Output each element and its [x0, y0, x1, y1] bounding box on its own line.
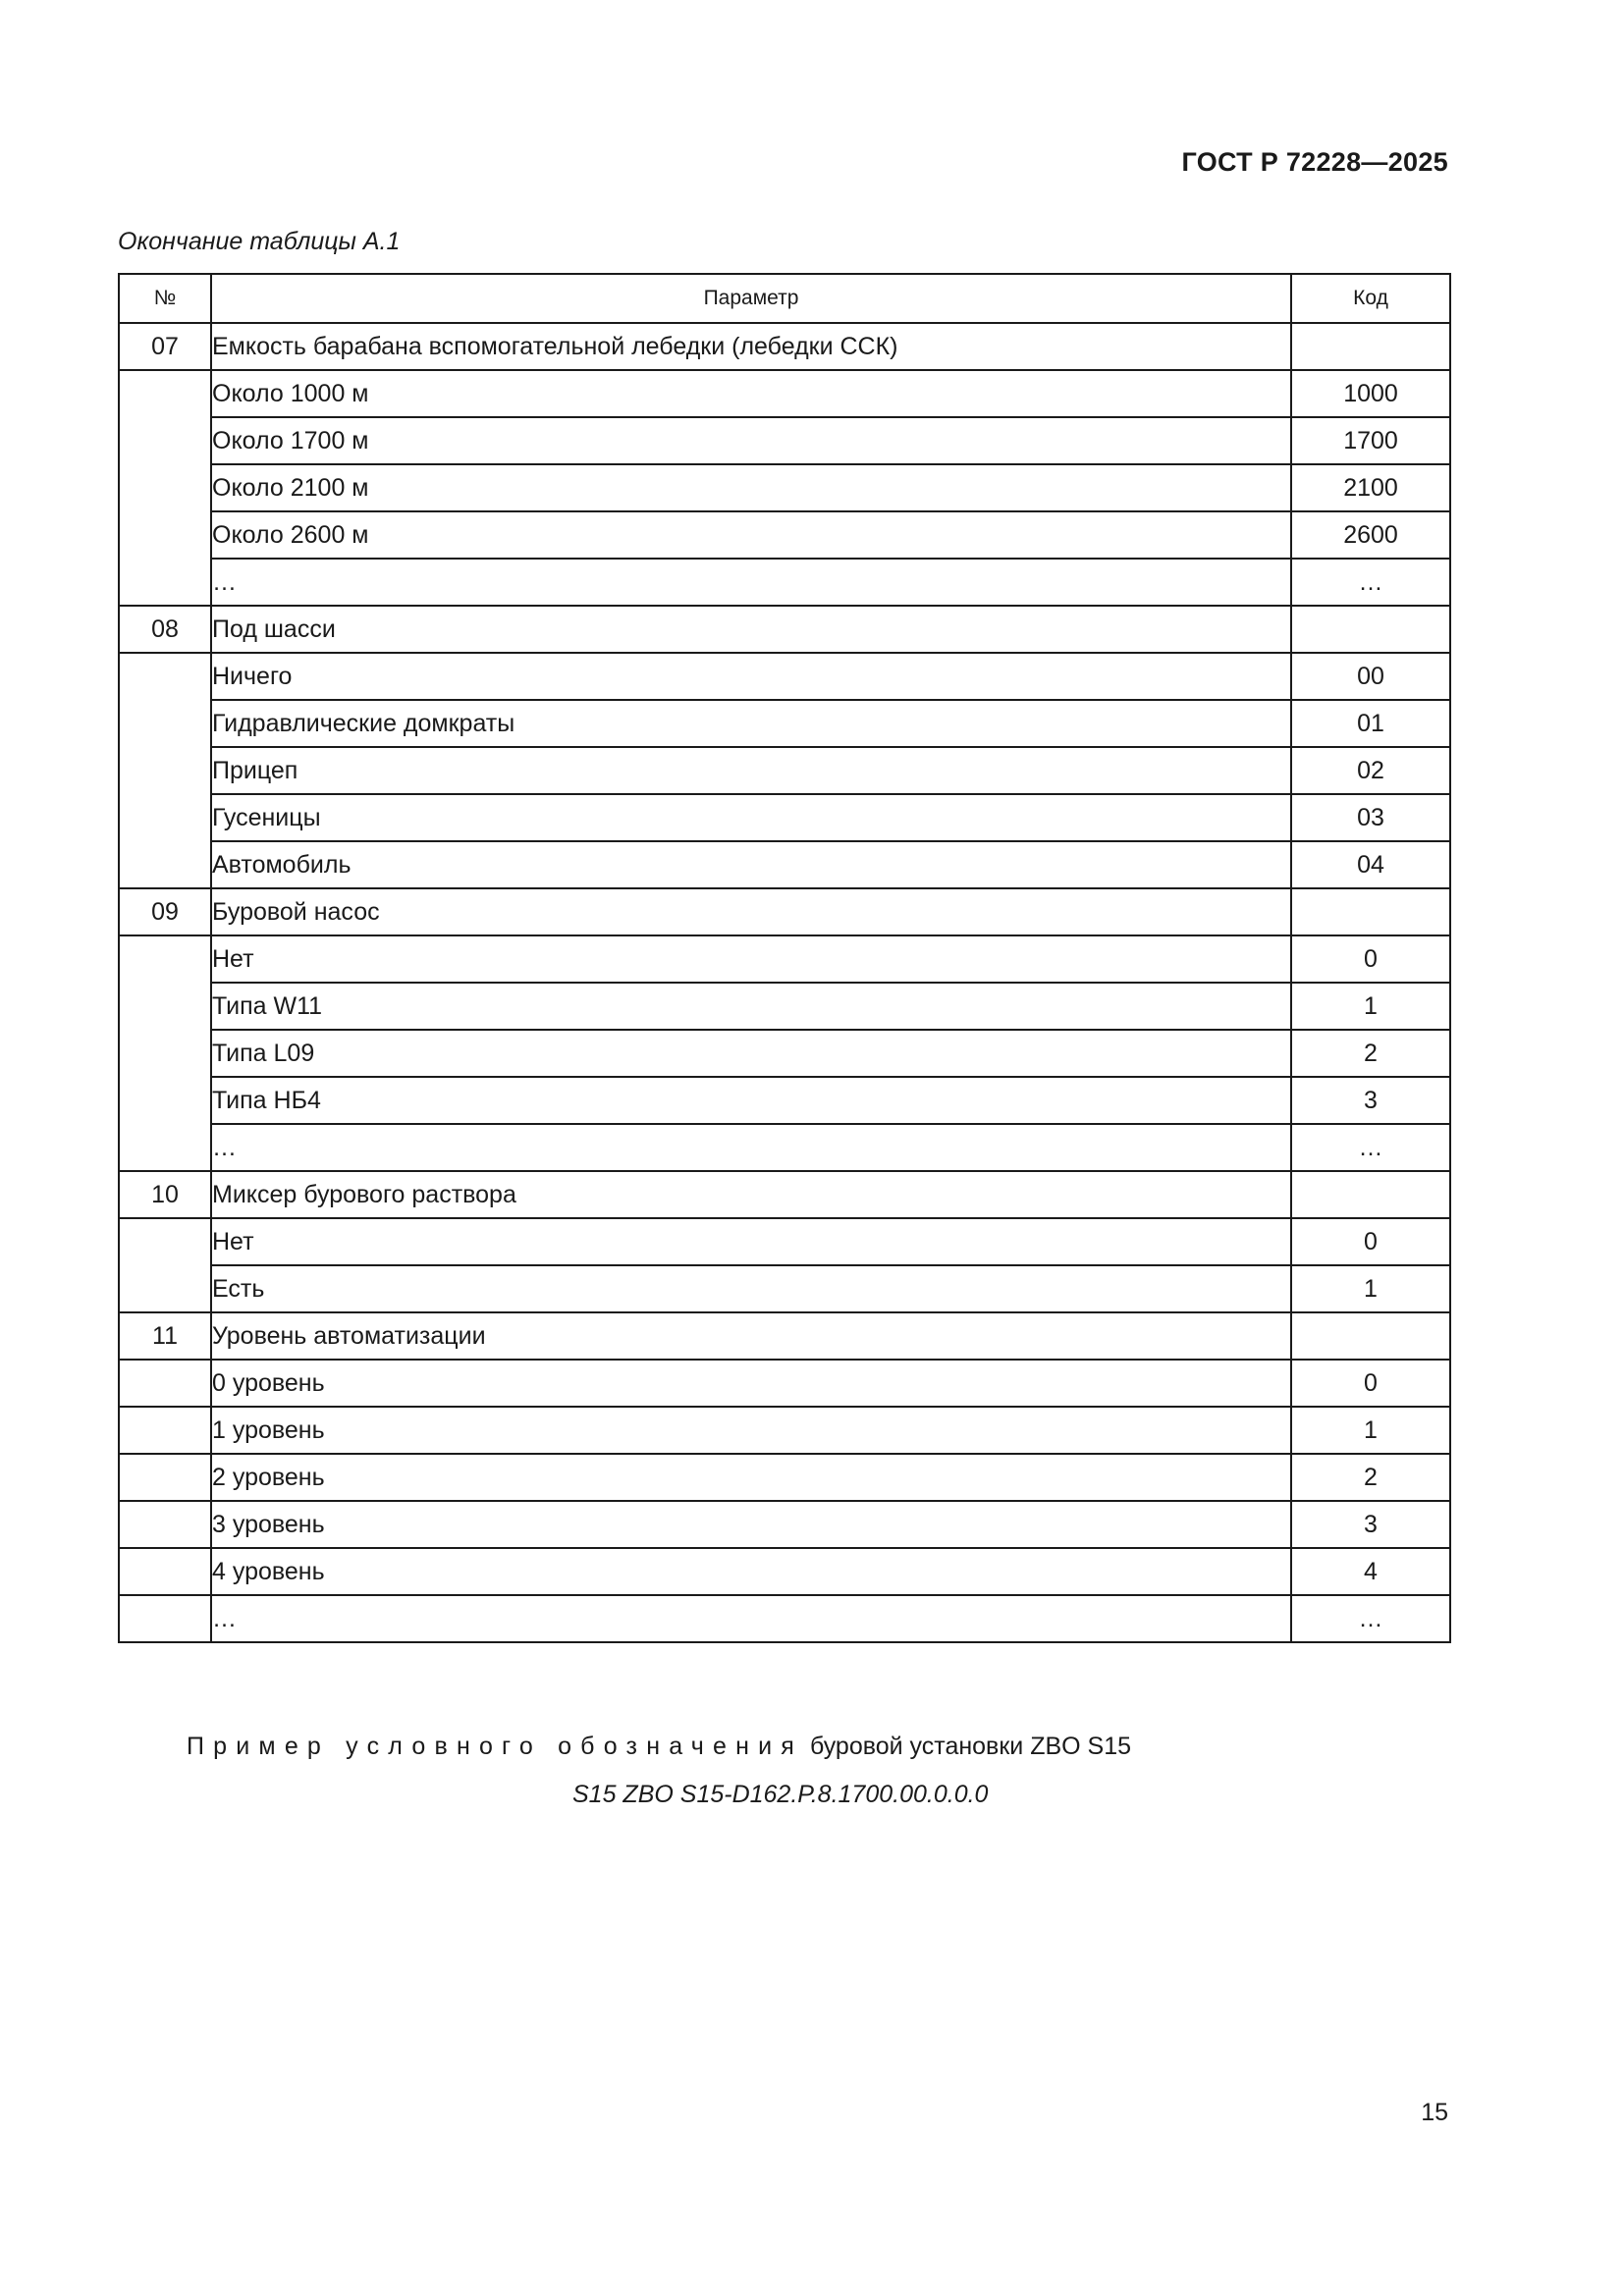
option-label: Типа W11: [211, 983, 1291, 1030]
example-rest-text: буровой установки ZBO S15: [803, 1733, 1132, 1760]
option-number-cell: [119, 1501, 211, 1548]
option-label: Типа НБ4: [211, 1077, 1291, 1124]
option-code: 2100: [1291, 464, 1450, 511]
option-number-cell: [119, 1218, 211, 1312]
table-caption: Окончание таблицы А.1: [118, 228, 401, 255]
option-label: 0 уровень: [211, 1360, 1291, 1407]
option-label: Гидравлические домкраты: [211, 700, 1291, 747]
group-title: Миксер бурового раствора: [211, 1171, 1291, 1218]
option-row: [119, 747, 1450, 794]
group-title: Под шасси: [211, 606, 1291, 653]
parameters-table: [118, 273, 1451, 1643]
option-label: Нет: [211, 1218, 1291, 1265]
table-body: [119, 323, 1450, 1642]
option-number-cell: [119, 1360, 211, 1407]
group-row: [119, 323, 1450, 370]
designation-example-text: [187, 1733, 1131, 1761]
option-code: 1: [1291, 1407, 1450, 1454]
option-number-cell: [119, 653, 211, 888]
option-label: Есть: [211, 1265, 1291, 1312]
group-code: [1291, 1171, 1450, 1218]
option-row: [119, 417, 1450, 464]
designation-code: S15 ZBO S15-D162.P.8.1700.00.0.0.0: [572, 1781, 989, 1808]
option-row: [119, 464, 1450, 511]
option-code: 0: [1291, 935, 1450, 983]
group-number: 08: [119, 606, 211, 653]
group-row: [119, 888, 1450, 935]
option-code: …: [1291, 559, 1450, 606]
option-code: 1: [1291, 983, 1450, 1030]
option-code: 3: [1291, 1501, 1450, 1548]
option-label: 4 уровень: [211, 1548, 1291, 1595]
option-code: …: [1291, 1595, 1450, 1642]
option-label: Ничего: [211, 653, 1291, 700]
group-code: [1291, 606, 1450, 653]
column-header-code: Код: [1291, 274, 1450, 323]
group-code: [1291, 888, 1450, 935]
option-row: [119, 1501, 1450, 1548]
option-row: [119, 983, 1450, 1030]
group-row: [119, 1312, 1450, 1360]
option-row: [119, 1124, 1450, 1171]
option-label: …: [211, 1124, 1291, 1171]
option-row: [119, 794, 1450, 841]
option-code: 4: [1291, 1548, 1450, 1595]
option-code: 04: [1291, 841, 1450, 888]
option-row: [119, 370, 1450, 417]
option-number-cell: [119, 1454, 211, 1501]
option-label: Около 2600 м: [211, 511, 1291, 559]
group-title: Буровой насос: [211, 888, 1291, 935]
option-code: 03: [1291, 794, 1450, 841]
option-code: 3: [1291, 1077, 1450, 1124]
group-code: [1291, 1312, 1450, 1360]
option-code: 2600: [1291, 511, 1450, 559]
group-row: [119, 606, 1450, 653]
group-number: 10: [119, 1171, 211, 1218]
option-label: Автомобиль: [211, 841, 1291, 888]
option-row: [119, 653, 1450, 700]
option-row: [119, 559, 1450, 606]
option-code: 0: [1291, 1360, 1450, 1407]
option-number-cell: [119, 370, 211, 606]
option-row: [119, 1407, 1450, 1454]
option-number-cell: [119, 935, 211, 1171]
table-header-row: [119, 274, 1450, 323]
group-row: [119, 1171, 1450, 1218]
option-row: [119, 1030, 1450, 1077]
option-number-cell: [119, 1595, 211, 1642]
group-number: 09: [119, 888, 211, 935]
option-row: [119, 1595, 1450, 1642]
option-row: [119, 511, 1450, 559]
option-code: 1700: [1291, 417, 1450, 464]
option-row: [119, 1454, 1450, 1501]
option-number-cell: [119, 1407, 211, 1454]
option-code: 2: [1291, 1454, 1450, 1501]
option-code: 01: [1291, 700, 1450, 747]
group-title: Емкость барабана вспомогательной лебедки (лебедки ССК): [211, 323, 1291, 370]
option-row: [119, 1265, 1450, 1312]
option-code: 1000: [1291, 370, 1450, 417]
option-row: [119, 1548, 1450, 1595]
column-header-number: №: [119, 274, 211, 323]
option-label: Гусеницы: [211, 794, 1291, 841]
option-label: …: [211, 1595, 1291, 1642]
option-label: 2 уровень: [211, 1454, 1291, 1501]
option-row: [119, 1360, 1450, 1407]
option-code: 00: [1291, 653, 1450, 700]
column-header-parameter: Параметр: [211, 274, 1291, 323]
option-code: …: [1291, 1124, 1450, 1171]
option-row: [119, 1077, 1450, 1124]
option-label: Около 1000 м: [211, 370, 1291, 417]
option-row: [119, 935, 1450, 983]
option-code: 0: [1291, 1218, 1450, 1265]
option-label: Около 2100 м: [211, 464, 1291, 511]
group-code: [1291, 323, 1450, 370]
option-row: [119, 700, 1450, 747]
option-label: …: [211, 559, 1291, 606]
option-row: [119, 1218, 1450, 1265]
group-number: 11: [119, 1312, 211, 1360]
example-spaced-phrase: Пример условного обозначения: [187, 1733, 803, 1760]
option-row: [119, 841, 1450, 888]
option-number-cell: [119, 1548, 211, 1595]
option-code: 2: [1291, 1030, 1450, 1077]
document-code: ГОСТ Р 72228—2025: [1181, 147, 1448, 177]
option-label: 1 уровень: [211, 1407, 1291, 1454]
option-label: Около 1700 м: [211, 417, 1291, 464]
option-label: Прицеп: [211, 747, 1291, 794]
option-label: 3 уровень: [211, 1501, 1291, 1548]
option-label: Типа L09: [211, 1030, 1291, 1077]
page-number: 15: [1421, 2099, 1448, 2126]
option-label: Нет: [211, 935, 1291, 983]
option-code: 1: [1291, 1265, 1450, 1312]
group-number: 07: [119, 323, 211, 370]
option-code: 02: [1291, 747, 1450, 794]
group-title: Уровень автоматизации: [211, 1312, 1291, 1360]
